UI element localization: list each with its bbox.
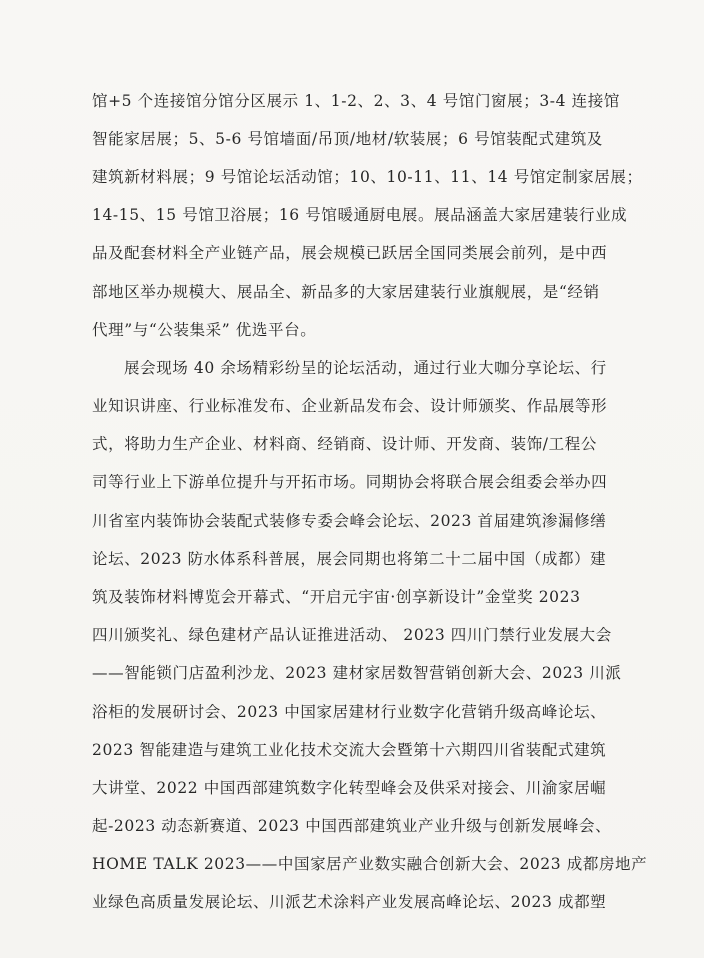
text-line: 式，将助力生产企业、材料商、经销商、设计师、开发商、装饰/工程公 (92, 435, 597, 453)
paragraph-first-line: 展会现场 40 余场精彩纷呈的论坛活动，通过行业大咖分享论坛、行 (124, 359, 607, 377)
text-line: 14-15、15 号馆卫浴展；16 号馆暖通厨电展。展品涵盖大家居建装行业成 (92, 206, 628, 224)
text-line: HOME TALK 2023——中国家居产业数实融合创新大会、2023 成都房地产 (92, 855, 648, 873)
text-line: 浴柜的发展研讨会、2023 中国家居建材行业数字化营销升级高峰论坛、 (92, 703, 607, 721)
text-line: 品及配套材料全产业链产品，展会规模已跃居全国同类展会前列，是中西 (92, 244, 608, 262)
text-line: 起-2023 动态新赛道、2023 中国西部建筑业产业升级与创新发展峰会、 (92, 817, 612, 835)
text-line: 筑及装饰材料博览会开幕式、“开启元宇宙·创享新设计”金堂奖 2023 (92, 588, 581, 606)
text-line: 智能家居展；5、5-6 号馆墙面/吊顶/地材/软装展；6 号馆装配式建筑及 (92, 130, 603, 148)
text-line: 司等行业上下游单位提升与开拓市场。同期协会将联合展会组委会举办四 (92, 473, 608, 491)
text-line: 2023 智能建造与建筑工业化技术交流大会暨第十六期四川省装配式建筑 (92, 741, 607, 759)
text-line: 建筑新材料展；9 号馆论坛活动馆；10、10-11、11、14 号馆定制家居展； (92, 168, 643, 186)
text-line: 论坛、2023 防水体系科普展，展会同期也将第二十二届中国（成都）建 (92, 550, 607, 568)
text-line: 代理”与“公装集采” 优选平台。 (92, 321, 317, 339)
text-line: 部地区举办规模大、展品全、新品多的大家居建装行业旗舰展，是“经销 (92, 283, 600, 301)
text-line: 川省室内装饰协会装配式装修专委会峰会论坛、2023 首届建筑渗漏修缮 (92, 512, 607, 530)
text-line: 馆+5 个连接馆分馆分区展示 1、1-2、2、3、4 号馆门窗展；3-4 连接馆 (92, 92, 620, 110)
text-line: ——智能锁门店盈利沙龙、2023 建材家居数智营销创新大会、2023 川派 (92, 664, 622, 682)
text-line: 大讲堂、2022 中国西部建筑数字化转型峰会及供采对接会、川渝家居崛 (92, 779, 607, 797)
text-line: 四川颁奖礼、绿色建材产品认证推进活动、 2023 四川门禁行业发展大会 (92, 626, 612, 644)
text-line: 业知识讲座、行业标准发布、企业新品发布会、设计师颁奖、作品展等形 (92, 397, 608, 415)
text-line: 业绿色高质量发展论坛、川派艺术涂料产业发展高峰论坛、2023 成都塑 (92, 893, 607, 911)
